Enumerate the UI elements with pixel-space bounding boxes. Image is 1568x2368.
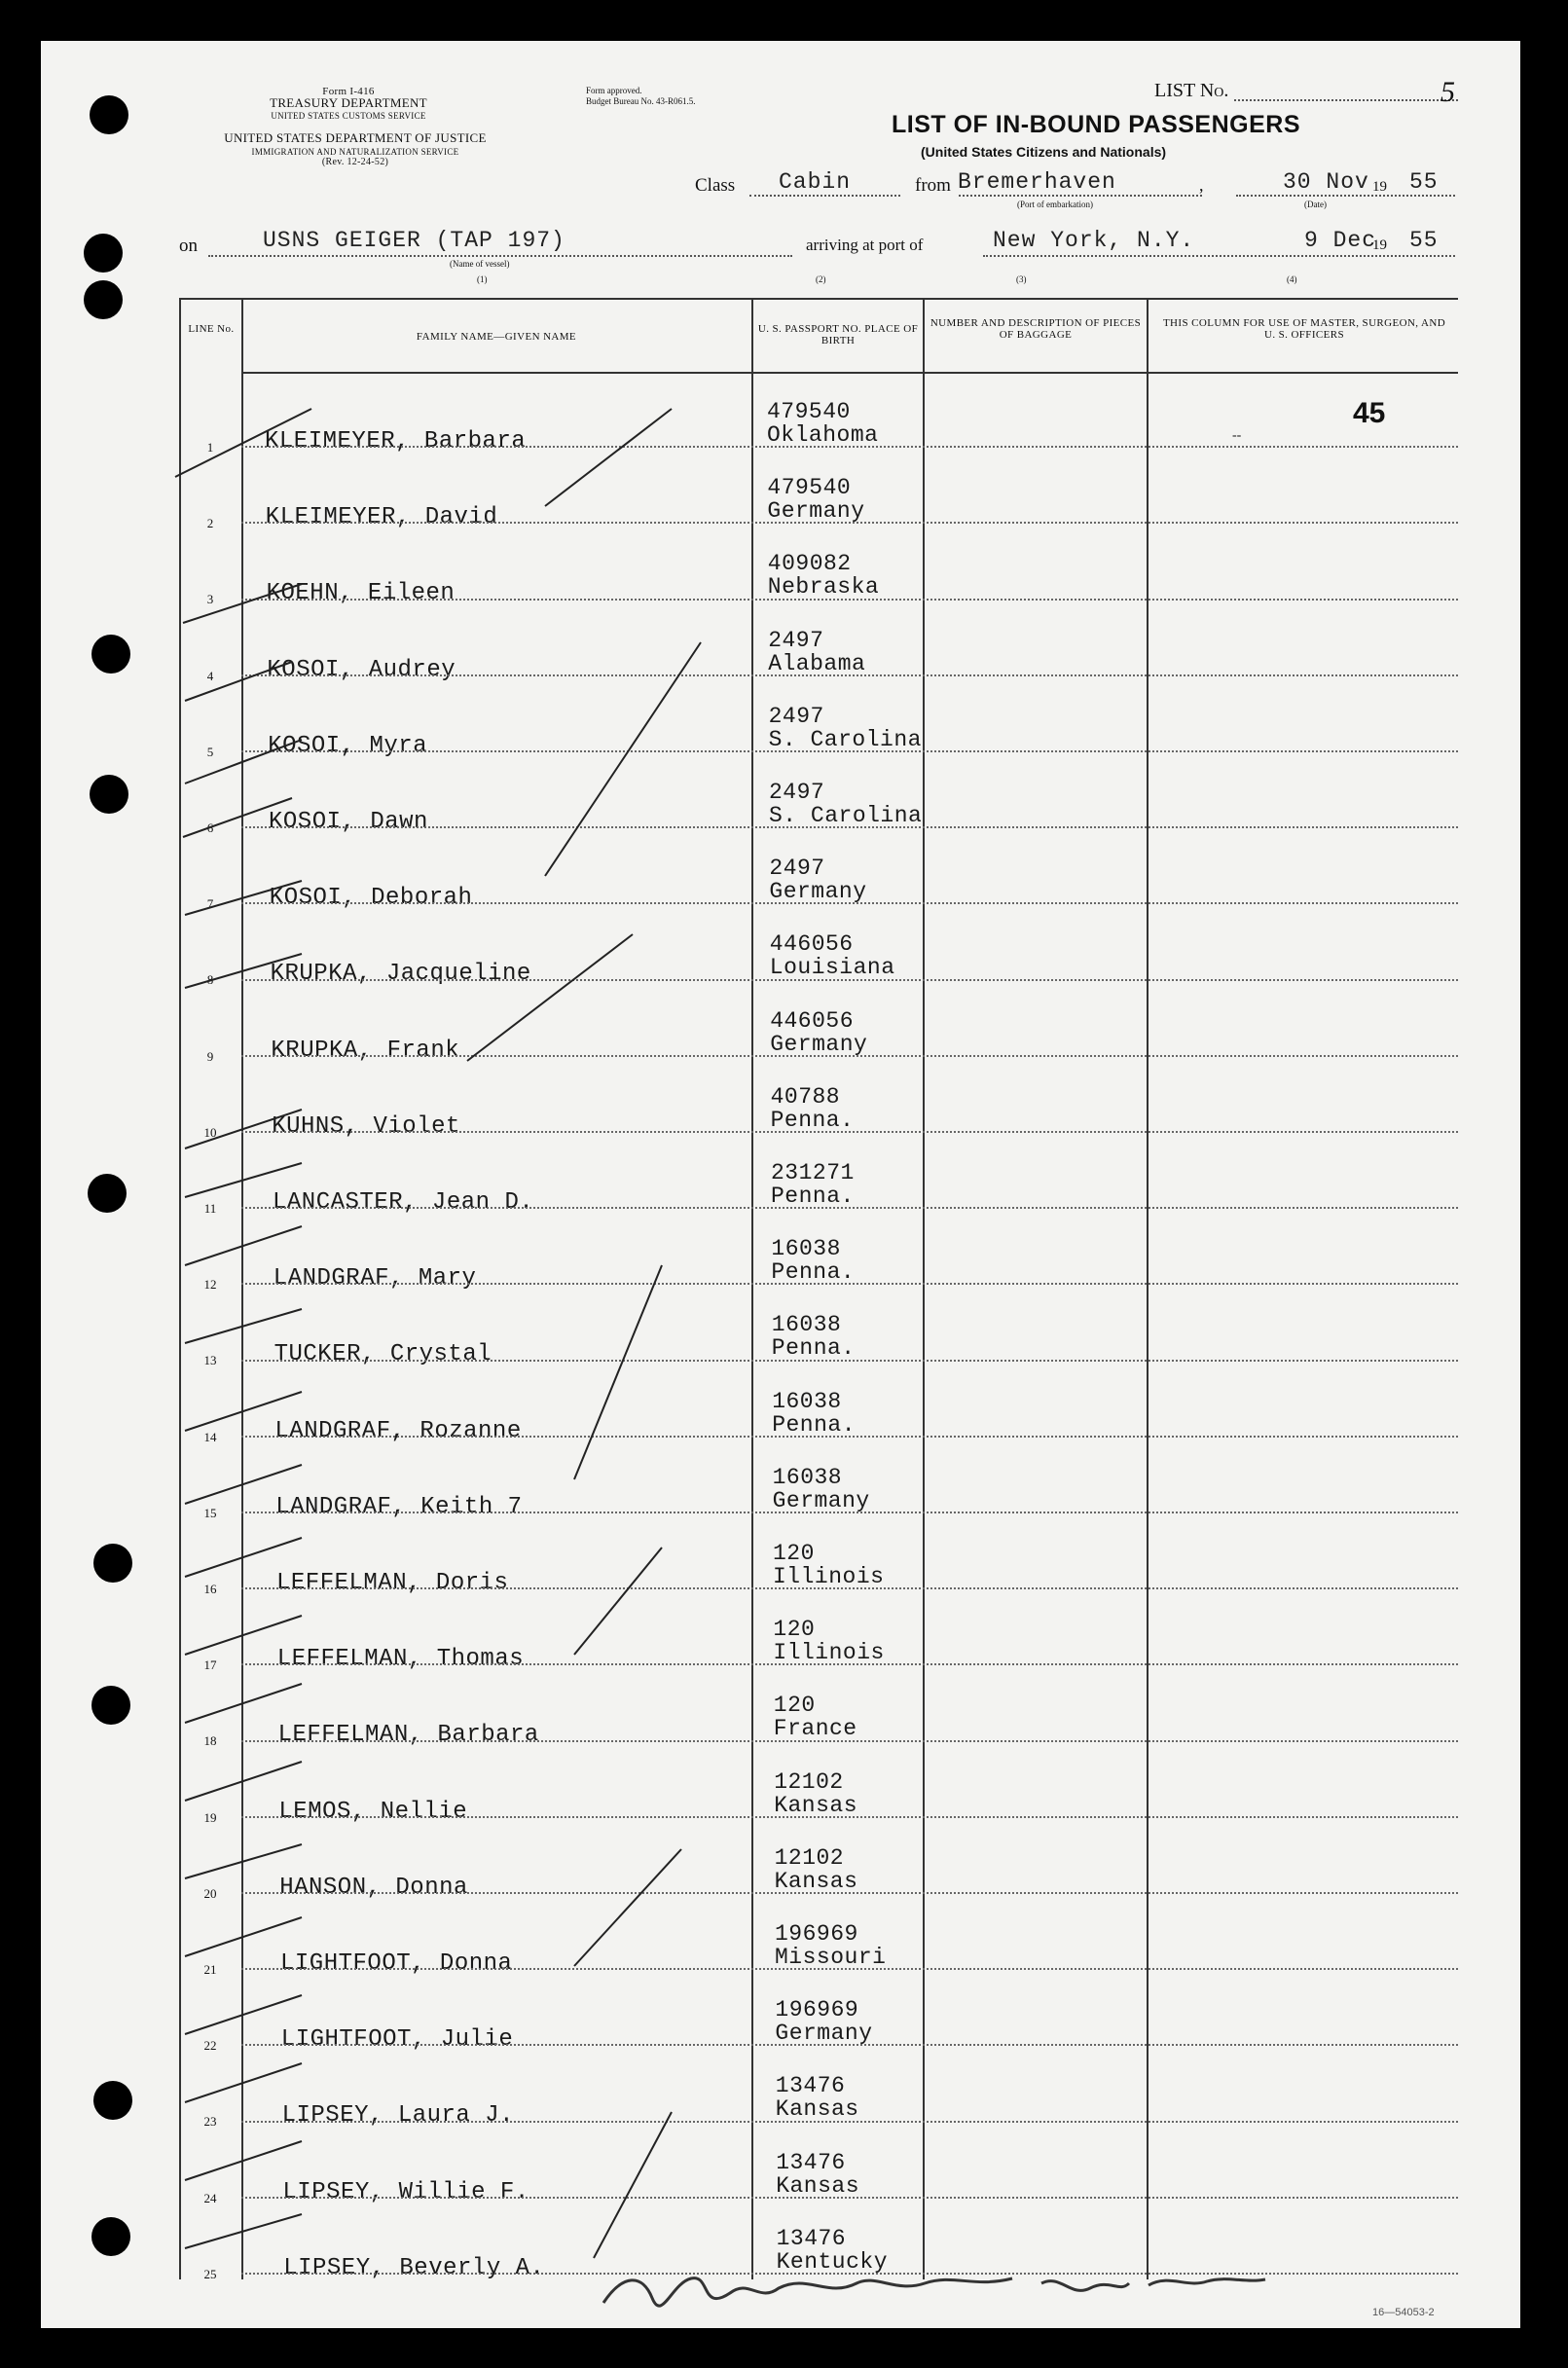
passenger-name: KOSOI, Myra <box>268 732 428 759</box>
row-line-number: 4 <box>206 668 214 683</box>
vessel-note: (Name of vessel) <box>450 259 510 269</box>
birth-place: S. Carolina <box>768 726 922 752</box>
depart-year: 55 <box>1409 169 1439 195</box>
passenger-name: LIPSEY, Laura J. <box>281 2102 515 2130</box>
passenger-name: KOSOI, Audrey <box>267 656 456 683</box>
passport-number: 40788 <box>770 1083 841 1110</box>
passenger-name: KRUPKA, Frank <box>271 1037 460 1064</box>
passenger-name: TUCKER, Crystal <box>273 1341 492 1368</box>
passport-number: 16038 <box>771 1312 842 1338</box>
passport-number: 13476 <box>776 2149 846 2175</box>
col-number-3: (3) <box>1016 274 1027 284</box>
birth-place: Germany <box>767 498 865 525</box>
arrive-year-prefix: 19 <box>1372 237 1387 253</box>
passport-number: 446056 <box>770 1007 855 1034</box>
row-line-number: 21 <box>203 1962 217 1977</box>
list-no-value: 5 <box>1440 76 1455 108</box>
birth-place: S. Carolina <box>769 803 923 828</box>
budget-bureau: Budget Bureau No. 43-R061.5. <box>586 96 696 106</box>
passport-number: 2497 <box>768 627 824 653</box>
row-line-number: 10 <box>203 1124 217 1140</box>
passenger-name: LEFFELMAN, Doris <box>276 1570 509 1596</box>
date-note: (Date) <box>1304 200 1327 209</box>
row-line-number: 6 <box>206 820 214 835</box>
passport-number: 120 <box>773 1617 816 1643</box>
passport-number: 12102 <box>774 1768 844 1795</box>
passenger-name: LIPSEY, Willie F. <box>282 2178 529 2205</box>
passport-number: 16038 <box>772 1388 842 1414</box>
birth-place: Kentucky <box>776 2248 889 2275</box>
passenger-name: LANDGRAF, Rozanne <box>274 1417 522 1444</box>
row-line-number: 17 <box>203 1658 217 1673</box>
col-header-line-no: LINE No. <box>188 323 235 335</box>
arrive-date: 9 Dec <box>1304 228 1377 253</box>
birth-place: France <box>773 1716 857 1742</box>
col-number-2: (2) <box>816 274 826 284</box>
birth-place: Germany <box>775 2021 873 2047</box>
col-number-4: (4) <box>1287 274 1297 284</box>
row-line-number: 16 <box>203 1582 217 1596</box>
passport-number: 409082 <box>767 551 852 577</box>
birth-place: Illinois <box>773 1640 885 1666</box>
arrive-port: New York, N.Y. <box>993 228 1195 253</box>
passenger-name: LIPSEY, Beverly A. <box>283 2254 545 2281</box>
birth-place: Penna. <box>771 1184 855 1209</box>
passport-number: 196969 <box>775 1921 858 1947</box>
birth-place: Kansas <box>774 1868 858 1894</box>
birth-place: Kansas <box>774 1792 858 1818</box>
passenger-name: KRUPKA, Jacqueline <box>270 961 531 988</box>
passenger-name: KOSOI, Deborah <box>269 885 473 912</box>
passport-number: 2497 <box>769 780 825 805</box>
passenger-name: LIGHTFOOT, Donna <box>280 1950 513 1977</box>
birth-place: Penna. <box>770 1107 855 1133</box>
passenger-name: LEFFELMAN, Thomas <box>276 1646 525 1673</box>
passenger-name: LIGHTFOOT, Julie <box>280 2026 514 2054</box>
row-line-number: 7 <box>206 896 214 912</box>
row-line-number: 25 <box>203 2266 217 2281</box>
birth-place: Nebraska <box>767 574 880 601</box>
passport-number: 16038 <box>771 1236 841 1262</box>
birth-place: Penna. <box>771 1335 856 1362</box>
passport-number: 12102 <box>774 1844 845 1871</box>
row-line-number: 13 <box>203 1353 217 1368</box>
passenger-name: LANCASTER, Jean D. <box>273 1189 534 1216</box>
passport-number: 16038 <box>772 1464 843 1490</box>
row-line-number: 2 <box>206 516 214 531</box>
birth-place: Oklahoma <box>767 422 879 448</box>
passenger-name: KLEIMEYER, David <box>265 504 498 531</box>
passport-number: 2497 <box>768 703 824 729</box>
row-line-number: 12 <box>203 1277 217 1293</box>
birth-place: Louisiana <box>769 955 895 981</box>
row-line-number: 20 <box>203 1885 217 1901</box>
passport-number: 120 <box>773 1541 815 1566</box>
rev-label: (Rev. 12-24-52) <box>321 157 389 167</box>
comma: , <box>1199 175 1204 195</box>
form-approved: Form approved. <box>586 86 642 95</box>
depart-year-prefix: 19 <box>1372 179 1387 195</box>
passenger-name: LEMOS, Nellie <box>278 1798 468 1825</box>
passenger-name: LANDGRAF, Mary <box>273 1265 477 1293</box>
passport-number: 13476 <box>776 2225 847 2251</box>
passenger-name: KOSOI, Dawn <box>269 809 428 835</box>
row-line-number: 3 <box>206 592 214 607</box>
from-label: from <box>915 175 951 196</box>
birth-place: Alabama <box>768 650 866 676</box>
arriving-label: arriving at port of <box>806 236 924 254</box>
col-header-name: FAMILY NAME—GIVEN NAME <box>416 331 577 343</box>
class-value: Cabin <box>779 169 852 195</box>
birth-place: Germany <box>772 1487 870 1513</box>
passenger-name: HANSON, Donna <box>279 1874 468 1901</box>
vessel-name: USNS GEIGER (TAP 197) <box>263 228 565 253</box>
officer-count-mark: 45 <box>1353 397 1386 429</box>
birth-place: Penna. <box>772 1411 857 1438</box>
officer-dash: -- <box>1232 428 1242 443</box>
passenger-name: LEFFELMAN, Barbara <box>277 1722 539 1749</box>
row-line-number: 18 <box>203 1733 217 1749</box>
birth-place: Kansas <box>776 2172 860 2199</box>
col-header-baggage: NUMBER AND DESCRIPTION OF PIECES OF BAGGAGE <box>930 317 1142 341</box>
passport-number: 446056 <box>769 931 854 958</box>
row-line-number: 1 <box>206 440 214 455</box>
birth-place: Illinois <box>773 1564 885 1589</box>
customs-label: UNITED STATES CUSTOMS SERVICE <box>271 111 426 121</box>
row-line-number: 24 <box>203 2190 217 2205</box>
class-label: Class <box>695 175 736 196</box>
birth-place: Penna. <box>771 1259 856 1286</box>
birth-place: Germany <box>770 1031 868 1057</box>
row-line-number: 15 <box>203 1505 217 1520</box>
from-value: Bremerhaven <box>958 169 1116 195</box>
passport-number: 479540 <box>767 399 851 424</box>
passport-number: 231271 <box>771 1160 855 1185</box>
form-print-code: 16—54053-2 <box>1372 2307 1435 2318</box>
passenger-name: KUHNS, Violet <box>272 1112 460 1140</box>
on-label: on <box>179 236 198 256</box>
row-line-number: 9 <box>206 1048 214 1064</box>
passport-number: 13476 <box>775 2073 846 2099</box>
row-line-number: 11 <box>203 1201 217 1216</box>
form-number: Form I-416 <box>322 86 375 97</box>
page-title: LIST OF IN-BOUND PASSENGERS <box>892 111 1301 138</box>
birth-place: Missouri <box>775 1945 887 1970</box>
port-embark-note: (Port of embarkation) <box>1017 200 1093 209</box>
treasury-label: TREASURY DEPARTMENT <box>270 95 427 110</box>
birth-place: Germany <box>769 879 867 905</box>
col-header-passport: U. S. PASSPORT NO. PLACE OF BIRTH <box>757 323 919 346</box>
row-line-number: 5 <box>206 744 214 759</box>
row-line-number: 19 <box>203 1809 217 1825</box>
passport-number: 120 <box>773 1693 816 1719</box>
birth-place: Kansas <box>775 2096 859 2123</box>
row-line-number: 14 <box>203 1429 217 1444</box>
page-subtitle: (United States Citizens and Nationals) <box>921 144 1167 160</box>
ins-label: IMMIGRATION AND NATURALIZATION SERVICE <box>251 147 459 157</box>
passport-number: 479540 <box>767 475 852 501</box>
passenger-name: LANDGRAF, Keith 7 <box>275 1493 523 1520</box>
passenger-name: KOEHN, Eileen <box>266 580 456 607</box>
col-header-officers: THIS COLUMN FOR USE OF MASTER, SURGEON, AND U. S. OFFICERS <box>1162 317 1446 341</box>
passport-number: 2497 <box>769 856 825 882</box>
col-number-1: (1) <box>477 274 488 284</box>
justice-label: UNITED STATES DEPARTMENT OF JUSTICE <box>224 130 487 145</box>
row-line-number: 8 <box>206 972 214 988</box>
row-line-number: 22 <box>203 2038 217 2054</box>
passport-number: 196969 <box>775 1997 859 2023</box>
passenger-name: KLEIMEYER, Barbara <box>265 428 527 455</box>
list-no-label: LIST No. <box>1154 80 1229 101</box>
row-line-number: 23 <box>203 2114 217 2130</box>
depart-date: 30 Nov <box>1283 169 1369 195</box>
arrive-year: 55 <box>1409 228 1439 253</box>
